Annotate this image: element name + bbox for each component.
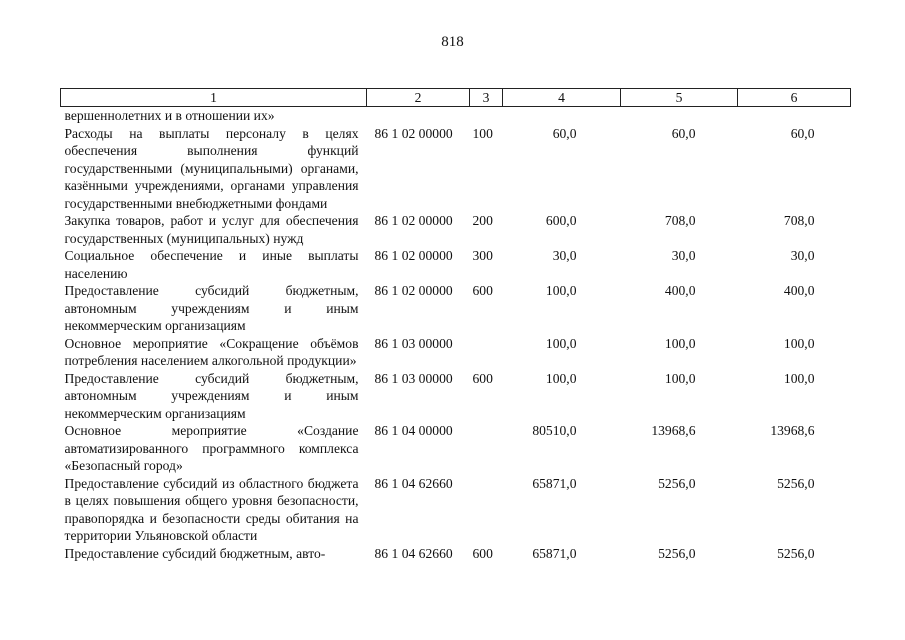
row-target-code: 86 1 04 00000 [374, 423, 453, 438]
row-target-code: 86 1 04 62660 [374, 545, 453, 561]
column-header: 3 [470, 89, 503, 107]
row-target-code: 86 1 03 00000 [374, 335, 453, 351]
row-description: Социальное обеспечение и иные выплаты населению [64, 248, 359, 281]
row-amount-year-1: 100,0 [545, 370, 577, 386]
row-amount-year-2: 5256,0 [658, 475, 696, 491]
table-row [61, 212, 851, 247]
table-row [61, 125, 851, 213]
row-expense-type [470, 107, 503, 125]
row-amount-year-2 [621, 107, 738, 125]
page-number: 818 [441, 34, 464, 50]
table-row [61, 282, 851, 335]
row-target-code: 86 1 03 00000 [374, 370, 453, 386]
row-target-code: 86 1 02 00000 [374, 125, 453, 141]
row-expense-type: 600 [472, 370, 493, 386]
row-description: Предоставление субсидий бюджетным, автономным учреждениям и иным некоммерческим организациям [64, 283, 359, 333]
table-row [61, 107, 851, 125]
column-header: 1 [61, 89, 367, 107]
row-amount-year-3: 60,0 [790, 125, 815, 141]
row-description: Предоставление субсидий бюджетным, авто- [64, 545, 326, 561]
row-amount-year-3: 30,0 [790, 248, 815, 263]
table-row [61, 545, 851, 563]
table-header-row [61, 89, 851, 107]
row-description: Предоставление субсидий бюджетным, автономным учреждениям и иным некоммерческим организациям [64, 370, 359, 421]
row-amount-year-1: 65871,0 [532, 475, 577, 491]
row-amount-year-2: 400,0 [664, 283, 696, 298]
table-row [61, 335, 851, 370]
row-amount-year-1: 80510,0 [532, 423, 577, 438]
row-expense-type: 200 [472, 213, 493, 228]
row-amount-year-3: 13968,6 [770, 423, 815, 438]
row-expense-type: 300 [472, 248, 493, 263]
row-target-code: 86 1 02 00000 [374, 283, 453, 298]
row-amount-year-2: 100,0 [664, 335, 696, 351]
row-expense-type: 100 [472, 125, 493, 141]
row-amount-year-2: 5256,0 [658, 545, 696, 561]
row-amount-year-1: 600,0 [545, 213, 577, 228]
row-target-code: 86 1 02 00000 [374, 248, 453, 263]
row-amount-year-3: 100,0 [783, 370, 815, 386]
row-amount-year-3: 400,0 [783, 283, 815, 298]
row-target-code [367, 107, 470, 125]
row-description: Предоставление субсидий из областного бюджета в целях повышения общего уровня безопасности, правопорядка и безопасности среды обитания на территории Ульяновской области [64, 475, 359, 543]
row-target-code: 86 1 02 00000 [374, 213, 453, 228]
column-header: 5 [621, 89, 738, 107]
row-amount-year-3: 100,0 [783, 335, 815, 351]
row-amount-year-2: 13968,6 [651, 423, 696, 438]
table-row [61, 247, 851, 282]
table-row [61, 422, 851, 475]
row-description: вершеннолетних и в отношении их» [64, 108, 275, 123]
budget-table [60, 88, 851, 562]
row-amount-year-2: 60,0 [671, 125, 696, 141]
row-description: Расходы на выплаты персоналу в целях обеспечения выполнения функций государственными (муниципальными) органами, казёнными учреждениями, органами управления государственными внебюджетными фондами [64, 125, 359, 211]
row-amount-year-3 [738, 107, 851, 125]
row-target-code: 86 1 04 62660 [374, 475, 453, 491]
row-amount-year-2: 708,0 [664, 213, 696, 228]
row-amount-year-3: 5256,0 [777, 475, 815, 491]
table-body [61, 107, 851, 563]
row-expense-type [470, 475, 503, 545]
row-description: Основное мероприятие «Сокращение объёмов потребления населением алкогольной продукции» [64, 335, 359, 368]
row-expense-type: 600 [472, 283, 493, 298]
row-expense-type [470, 422, 503, 475]
row-amount-year-2: 30,0 [671, 248, 696, 263]
row-description: Закупка товаров, работ и услуг для обеспечения государственных (муниципальных) нужд [64, 213, 359, 246]
row-expense-type: 600 [472, 545, 493, 561]
row-amount-year-3: 708,0 [783, 213, 815, 228]
row-amount-year-2: 100,0 [664, 370, 696, 386]
table-row [61, 370, 851, 423]
column-header: 4 [503, 89, 621, 107]
row-amount-year-1: 30,0 [552, 248, 577, 263]
column-header: 2 [367, 89, 470, 107]
row-amount-year-1: 60,0 [552, 125, 577, 141]
column-header: 6 [738, 89, 851, 107]
table-row [61, 475, 851, 545]
row-amount-year-3: 5256,0 [777, 545, 815, 561]
row-amount-year-1: 65871,0 [532, 545, 577, 561]
row-amount-year-1: 100,0 [545, 283, 577, 298]
row-description: Основное мероприятие «Создание автоматизированного программного комплекса «Безопасный город» [64, 423, 359, 473]
row-expense-type [470, 335, 503, 370]
row-amount-year-1 [503, 107, 621, 125]
row-amount-year-1: 100,0 [545, 335, 577, 351]
